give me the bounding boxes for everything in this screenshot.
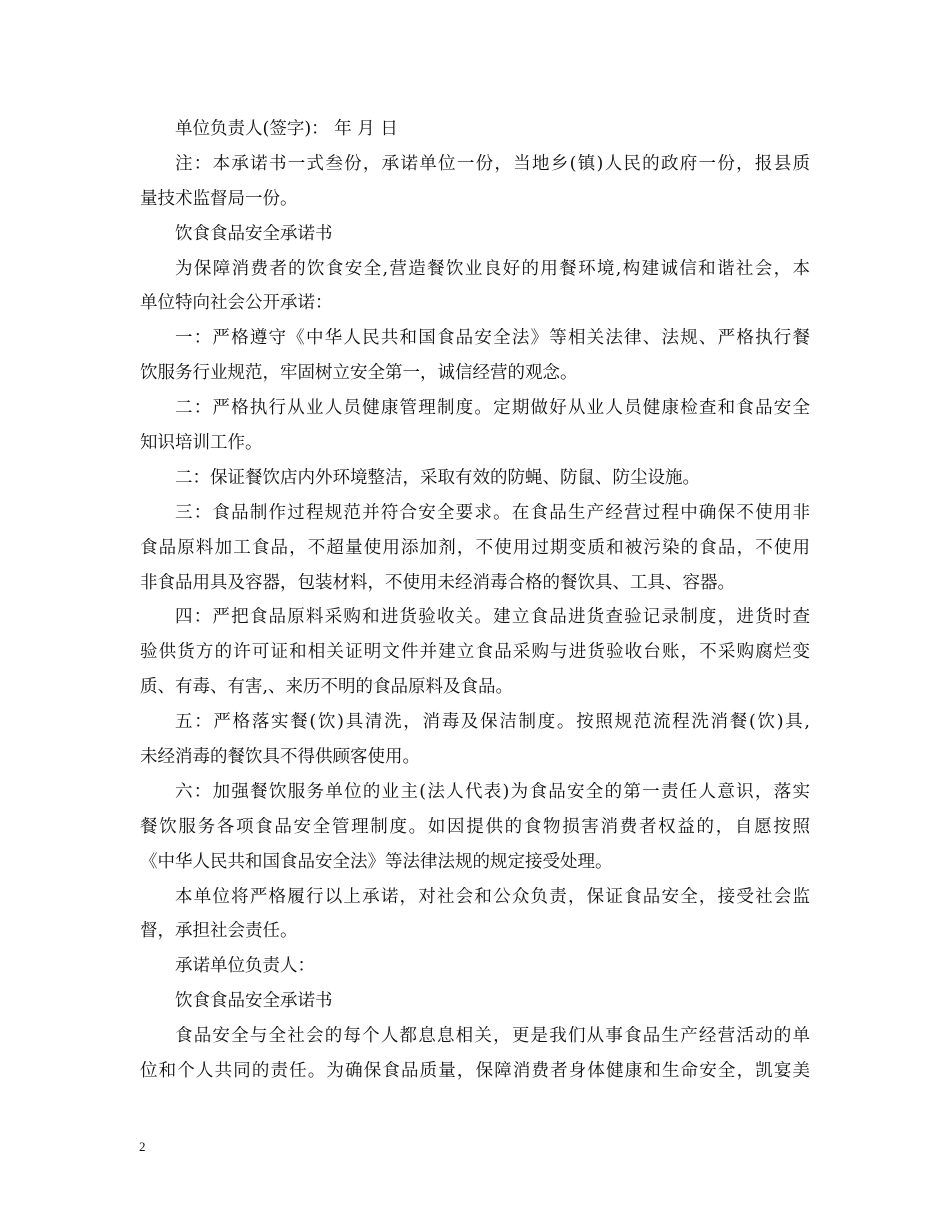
commitment-item-4 bbox=[140, 600, 810, 705]
page-number: 2 bbox=[139, 1139, 146, 1154]
text-line: 知识培训工作。 bbox=[140, 433, 263, 454]
heading-line: 饮食食品安全承诺书 bbox=[175, 991, 333, 1012]
text-line: 二：严格执行从业人员健康管理制度。定期做好从业人员健康检查和食品安全 bbox=[175, 398, 810, 419]
text-line: 二：保证餐饮店内外环境整洁，采取有效的防蝇、防鼠、防尘设施。 bbox=[175, 467, 700, 488]
section-heading-2 bbox=[140, 984, 810, 1019]
text-line: 未经消毒的餐饮具不得供顾客使用。 bbox=[140, 747, 420, 768]
text-line: 量技术监督局一份。 bbox=[140, 188, 298, 209]
text-line: 注：本承诺书一式叁份，承诺单位一份，当地乡(镇)人民的政府一份，报县质 bbox=[175, 153, 810, 174]
text-line: 位和个人共同的责任。为确保食品质量，保障消费者身体健康和生命安全，凯宴美 bbox=[140, 1061, 810, 1082]
document-body bbox=[140, 112, 810, 1089]
text-line: 验供货方的许可证和相关证明文件并建立食品采购与进货验收台账，不采购腐烂变 bbox=[140, 642, 810, 663]
text-line: 五：严格落实餐(饮)具清洗，消毒及保洁制度。按照规范流程洗消餐(饮)具, bbox=[175, 712, 810, 733]
text-line: 食品原料加工食品，不超量使用添加剂，不使用过期变质和被污染的食品，不使用 bbox=[140, 537, 810, 558]
second-intro-paragraph bbox=[140, 1019, 810, 1089]
text-line: 非食品用具及容器，包装材料，不使用未经消毒合格的餐饮具、工具、容器。 bbox=[140, 572, 735, 593]
commitment-item-1 bbox=[140, 321, 810, 391]
text-line: 承诺单位负责人： bbox=[175, 956, 315, 977]
commitment-item-5 bbox=[140, 705, 810, 775]
text-line: 餐饮服务各项食品安全管理制度。如因提供的食物损害消费者权益的，自愿按照 bbox=[140, 816, 810, 837]
text-line: 四：严把食品原料采购和进货验收关。建立食品进货查验记录制度，进货时查 bbox=[175, 607, 810, 628]
text-line: 三：食品制作过程规范并符合安全要求。在食品生产经营过程中确保不使用非 bbox=[175, 502, 810, 523]
commitment-item-2 bbox=[140, 391, 810, 461]
text-line: 为保障消费者的饮食安全,营造餐饮业良好的用餐环境,构建诚信和谐社会，本 bbox=[175, 258, 810, 279]
section-heading bbox=[140, 217, 810, 252]
responsible-person-line bbox=[140, 949, 810, 984]
heading-line: 饮食食品安全承诺书 bbox=[175, 223, 333, 244]
signature-line-paragraph bbox=[140, 112, 810, 147]
commitment-item-3 bbox=[140, 496, 810, 601]
text-line: 一：严格遵守《中华人民共和国食品安全法》等相关法律、法规、严格执行餐 bbox=[175, 328, 810, 349]
note-paragraph bbox=[140, 147, 810, 217]
text-line: 《中华人民共和国食品安全法》等法律法规的规定接受处理。 bbox=[140, 851, 613, 872]
text-line: 单位负责人(签字)： 年 月 日 bbox=[175, 119, 398, 139]
text-line: 六：加强餐饮服务单位的业主(法人代表)为食品安全的第一责任人意识，落实 bbox=[175, 781, 810, 802]
intro-paragraph bbox=[140, 252, 810, 322]
text-line: 质、有毒、有害,、来历不明的食品原料及食品。 bbox=[140, 677, 514, 698]
text-line: 单位特向社会公开承诺： bbox=[140, 293, 333, 314]
commitment-item-6 bbox=[140, 775, 810, 880]
closing-paragraph bbox=[140, 880, 810, 950]
text-line: 饮服务行业规范，牢固树立安全第一，诚信经营的观念。 bbox=[140, 363, 578, 384]
text-line: 本单位将严格履行以上承诺，对社会和公众负责，保证食品安全，接受社会监 bbox=[175, 886, 810, 907]
text-line: 督，承担社会责任。 bbox=[140, 921, 298, 942]
commitment-item-2b bbox=[140, 461, 810, 496]
text-line: 食品安全与全社会的每个人都息息相关，更是我们从事食品生产经营活动的单 bbox=[175, 1026, 810, 1047]
